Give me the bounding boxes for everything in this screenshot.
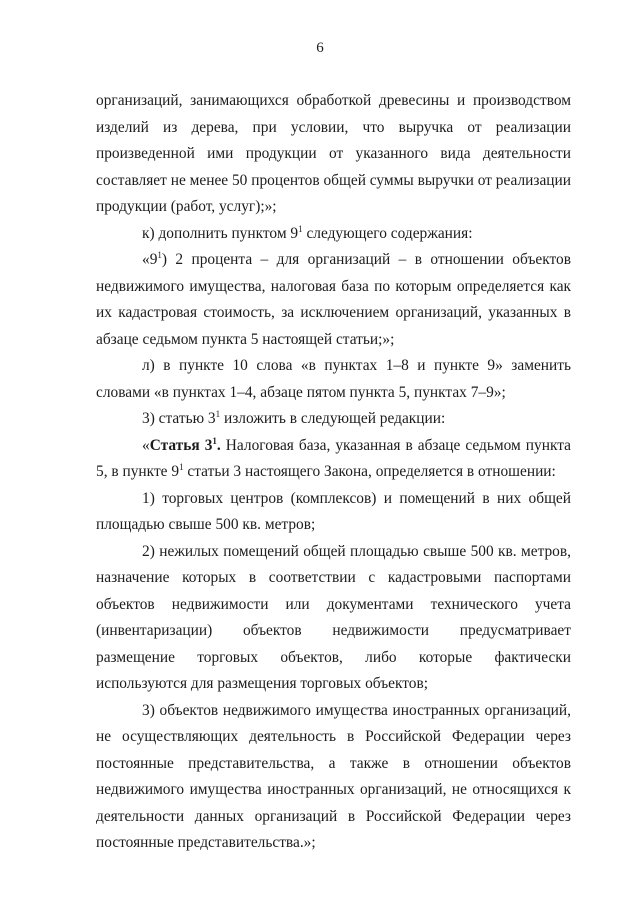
text: 3) статью 3 [142, 410, 216, 427]
text: ) 2 процента – для организаций – в отношении объектов недвижимого имущества, налоговая база по которым определяется как их кадастровая стоимость, за исключением организаций, указанных в абзаце седьмом пункта 5 настоящей статьи;»; [96, 251, 571, 348]
paragraph-subitem-3: 3) объектов недвижимого имущества иностранных организаций, не осуществляющих деятельность в Российской Федерации через постоянные представительства, а также в отношении объектов недвижимого имущества иностранных организаций, не относящихся к деятельности данных организаций в Российской Федерации через постоянные представительства.»; [96, 701, 571, 851]
text: . [216, 436, 221, 454]
paragraph-item-3 [96, 406, 571, 433]
paragraph-subitem-2: 2) нежилых помещений общей площадью свыше 500 кв. метров, назначение которых в соответствии с кадастровыми паспортами объектов недвижимости или документами технического учета (инвентаризации) объектов недвижимости предусматривает размещение торговых объектов, либо которые фактически используются для размещения торговых объектов; [96, 542, 571, 692]
text: «9 [142, 251, 158, 268]
paragraph-continuation: организаций, занимающихся обработкой древесины и производством изделий из дерева, при условии, что выручка от реализации произведенной ими продукции от указанного вида деятельности составляет не менее 50 процентов общей суммы выручки от реализации продукции (работ, услуг);»; [96, 92, 571, 215]
superscript: 1 [157, 250, 162, 260]
superscript: 1 [179, 462, 184, 472]
paragraph-article-3-1 [96, 433, 571, 486]
document-body [96, 88, 571, 857]
text: изложить в следующей редакции: [220, 410, 446, 427]
paragraph-item-l: л) в пункте 10 слова «в пунктах 1–8 и пункте 9» заменить словами «в пунктах 1–4, абзаце пятом пункта 5, пунктах 7–9»; [96, 357, 571, 401]
text: Статья 3 [149, 436, 213, 454]
text: « [142, 436, 150, 454]
article-heading [150, 437, 221, 454]
paragraph-subitem-1: 1) торговых центров (комплексов) и помещений в них общей площадью свыше 500 кв. метров; [96, 489, 571, 533]
superscript: 1 [298, 223, 303, 234]
text: статьи 3 настоящего Закона, определяется в отношении: [183, 463, 556, 480]
text: следующего содержания: [302, 224, 473, 242]
text: Налоговая база, указанная в абзаце седьмом пункта 5, в пункте 9 [96, 436, 571, 480]
paragraph-item-k [96, 221, 571, 248]
page-number: 6 [316, 40, 324, 56]
paragraph-item-9-1 [96, 247, 571, 353]
text: к) дополнить пунктом 9 [142, 224, 299, 242]
superscript: 1 [215, 409, 221, 419]
superscript: 1 [212, 435, 217, 446]
